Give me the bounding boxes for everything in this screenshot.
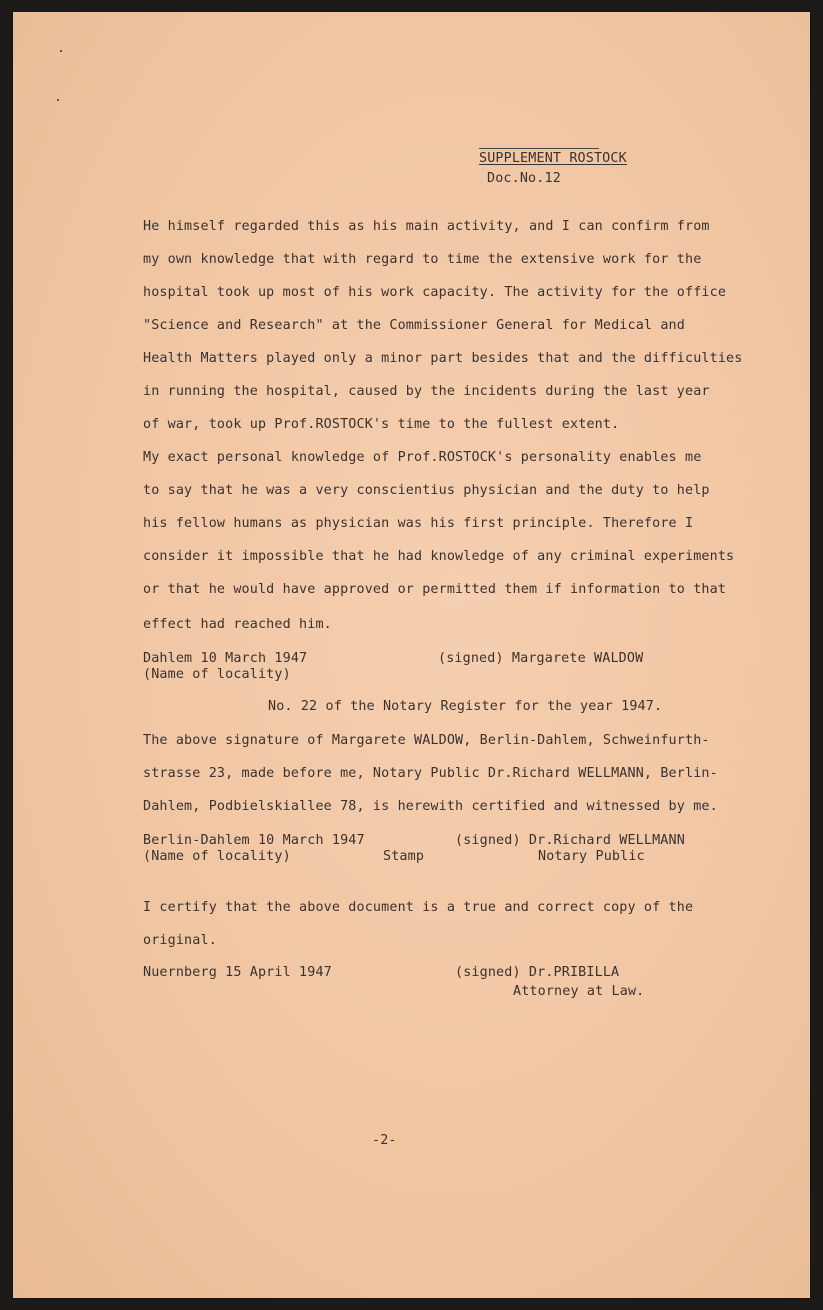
- body-line: hospital took up most of his work capacity. The activity for the office: [143, 285, 727, 300]
- signed-by: (signed) Margarete WALDOW: [438, 651, 644, 666]
- notary-cert-line: strasse 23, made before me, Notary Public Dr.Richard WELLMANN, Berlin-: [143, 766, 718, 781]
- attorney-signed-by: (signed) Dr.PRIBILLA: [455, 965, 620, 980]
- notary-cert-line: Dahlem, Podbielskiallee 78, is herewith certified and witnessed by me.: [143, 799, 718, 814]
- body-line: "Science and Research" at the Commissioner General for Medical and: [143, 318, 685, 333]
- stamp-label: Stamp: [383, 849, 425, 864]
- body-line: My exact personal knowledge of Prof.ROSTOCK's personality enables me: [143, 450, 702, 465]
- notary-cert-line: The above signature of Margarete WALDOW, Berlin-Dahlem, Schweinfurth-: [143, 733, 710, 748]
- body-line: of war, took up Prof.ROSTOCK's time to the fullest extent.: [143, 417, 620, 432]
- document-title: SUPPLEMENT ROSTOCK: [479, 151, 627, 166]
- attorney-title: Attorney at Law.: [513, 984, 645, 999]
- ink-speck: [57, 99, 59, 101]
- body-line: effect had reached him.: [143, 617, 332, 632]
- header-rule: [479, 148, 599, 149]
- body-line: Health Matters played only a minor part besides that and the difficulties: [143, 351, 743, 366]
- signature-place-date: Dahlem 10 March 1947: [143, 651, 308, 666]
- body-line: He himself regarded this as his main activity, and I can confirm from: [143, 219, 710, 234]
- body-line: his fellow humans as physician was his first principle. Therefore I: [143, 516, 694, 531]
- notary-place-date: Berlin-Dahlem 10 March 1947: [143, 833, 365, 848]
- body-line: to say that he was a very conscientius physician and the duty to help: [143, 483, 710, 498]
- page-number: -2-: [372, 1133, 397, 1148]
- document-number: Doc.No.12: [487, 171, 561, 186]
- body-line: consider it impossible that he had knowledge of any criminal experiments: [143, 549, 735, 564]
- copy-cert-place-date: Nuernberg 15 April 1947: [143, 965, 332, 980]
- locality-label: (Name of locality): [143, 667, 291, 682]
- copy-cert-line: I certify that the above document is a true and correct copy of the: [143, 900, 694, 915]
- copy-cert-line: original.: [143, 933, 217, 948]
- notary-title: Notary Public: [538, 849, 645, 864]
- locality-label: (Name of locality): [143, 849, 291, 864]
- body-line: in running the hospital, caused by the incidents during the last year: [143, 384, 710, 399]
- notary-signed-by: (signed) Dr.Richard WELLMANN: [455, 833, 685, 848]
- notary-register-line: No. 22 of the Notary Register for the year 1947.: [268, 699, 663, 714]
- body-line: my own knowledge that with regard to time the extensive work for the: [143, 252, 702, 267]
- body-line: or that he would have approved or permitted them if information to that: [143, 582, 727, 597]
- ink-speck: [60, 50, 62, 52]
